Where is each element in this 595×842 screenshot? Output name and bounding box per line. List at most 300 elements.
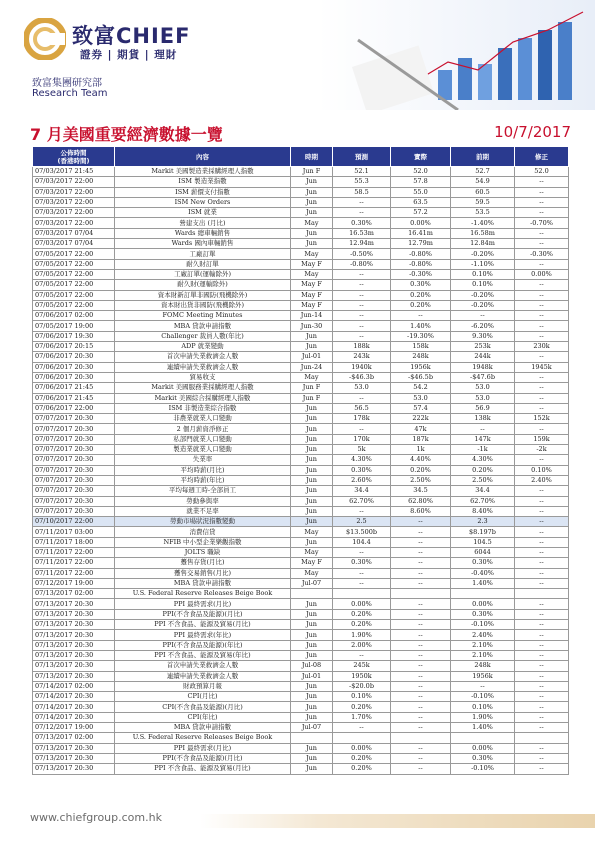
table-cell: -0.10% [451, 692, 515, 702]
table-cell: 07/05/2017 22:00 [33, 269, 115, 279]
table-cell [391, 589, 451, 599]
table-row [33, 445, 569, 455]
table-cell: 53.0 [333, 383, 391, 393]
table-cell: 9.30% [451, 331, 515, 341]
table-cell: 152k [515, 414, 569, 424]
table-row [33, 465, 569, 475]
col-previous-header: 前期 [451, 147, 515, 167]
table-cell: 1945k [515, 362, 569, 372]
table-cell: 07/14/2017 20:30 [33, 702, 115, 712]
table-cell: -- [333, 424, 391, 434]
table-cell: -- [515, 671, 569, 681]
table-cell: PPI 最終需求(月比) [115, 743, 291, 753]
table-cell: 07/13/2017 20:30 [33, 640, 115, 650]
table-cell: -- [515, 650, 569, 660]
table-cell: -- [515, 743, 569, 753]
table-cell: -- [515, 311, 569, 321]
table-row [33, 702, 569, 712]
table-body [33, 167, 569, 775]
table-cell: -$46.5b [391, 372, 451, 382]
table-row [33, 568, 569, 578]
col-release-time-header: 公佈時間 (香港時間) [33, 147, 115, 167]
table-cell: -0.20% [451, 300, 515, 310]
table-row [33, 167, 569, 177]
table-cell: MBA 貸款申請指數 [115, 723, 291, 733]
table-cell: Jun [291, 177, 333, 187]
table-row [33, 239, 569, 249]
department-english: Research Team [32, 88, 108, 99]
table-cell: 57.2 [391, 208, 451, 218]
table-cell: -- [333, 393, 391, 403]
table-cell: 52.0 [391, 167, 451, 177]
table-cell: 222k [391, 414, 451, 424]
table-cell: 耐久財(運輸除外) [115, 280, 291, 290]
table-cell: 工廠訂單 [115, 249, 291, 259]
table-cell: -0.80% [391, 249, 451, 259]
table-cell: 07/05/2017 19:00 [33, 321, 115, 331]
table-cell: Jun-24 [291, 362, 333, 372]
table-cell: 07/13/2017 20:30 [33, 630, 115, 640]
table-cell: -- [515, 321, 569, 331]
table-row [33, 486, 569, 496]
table-cell: 0.00% [451, 743, 515, 753]
table-cell: 07/03/2017 22:00 [33, 177, 115, 187]
table-cell: -$20.0b [333, 681, 391, 691]
table-cell [451, 589, 515, 599]
table-cell: -- [391, 650, 451, 660]
table-cell: 07/13/2017 20:30 [33, 753, 115, 763]
table-cell: PPI 最終需求(月比) [115, 599, 291, 609]
table-cell: -- [333, 650, 391, 660]
table-cell: 55.0 [391, 187, 451, 197]
table-row [33, 475, 569, 485]
table-row [33, 496, 569, 506]
table-cell: 52.0 [515, 167, 569, 177]
table-cell: 07/05/2017 22:00 [33, 300, 115, 310]
table-cell: 07/07/2017 20:30 [33, 445, 115, 455]
table-cell: U.S. Federal Reserve Releases Beige Book [115, 589, 291, 599]
table-cell: 07/07/2017 20:30 [33, 424, 115, 434]
table-cell: -- [515, 764, 569, 774]
report-date: 10/7/2017 [494, 123, 571, 141]
table-cell: Jun [291, 702, 333, 712]
table-cell: -- [391, 517, 451, 527]
table-cell: 07/06/2017 02:00 [33, 311, 115, 321]
table-cell: 16.41m [391, 228, 451, 238]
footer-url-link[interactable]: www.chiefgroup.com.hk [30, 811, 162, 824]
table-cell: -- [391, 547, 451, 557]
table-cell: 1950k [333, 671, 391, 681]
table-cell: ISM New Orders [115, 197, 291, 207]
table-cell: 07/14/2017 02:00 [33, 681, 115, 691]
table-cell: Jun [291, 506, 333, 516]
table-cell: 07/06/2017 20:30 [33, 352, 115, 362]
table-cell: -0.30% [391, 269, 451, 279]
table-cell: $13.500b [333, 527, 391, 537]
table-cell: -- [391, 743, 451, 753]
table-cell: 1956k [391, 362, 451, 372]
table-cell: -- [515, 692, 569, 702]
table-cell: $8.197b [451, 527, 515, 537]
table-cell: -- [333, 568, 391, 578]
table-cell: Jun [291, 445, 333, 455]
table-cell: 178k [333, 414, 391, 424]
table-cell: -- [451, 681, 515, 691]
table-row [33, 733, 569, 743]
table-row [33, 187, 569, 197]
table-cell: 55.3 [333, 177, 391, 187]
table-cell: -- [515, 661, 569, 671]
table-cell: -- [391, 671, 451, 681]
table-cell: Markit 美國製造業採購經理人指數 [115, 167, 291, 177]
col-actual-header: 實際 [391, 147, 451, 167]
table-cell: -0.80% [391, 259, 451, 269]
table-cell: JOLTS 職缺 [115, 547, 291, 557]
table-row [33, 424, 569, 434]
table-cell: 0.00% [515, 269, 569, 279]
table-cell: 188k [333, 342, 391, 352]
table-cell: Jun [291, 650, 333, 660]
table-cell: -1.10% [451, 259, 515, 269]
table-cell: -- [515, 372, 569, 382]
table-row [33, 681, 569, 691]
table-cell: 2.50% [451, 475, 515, 485]
table-cell: 首次申請失業救濟金人數 [115, 661, 291, 671]
table-cell: Jul-08 [291, 661, 333, 671]
table-cell: Markit 美國服務業採購經理人指數 [115, 383, 291, 393]
table-cell: 07/05/2017 22:00 [33, 290, 115, 300]
table-cell: 147k [451, 434, 515, 444]
table-cell: Jun [291, 455, 333, 465]
table-cell: PPI(不含食品及能源)(月比) [115, 753, 291, 763]
table-cell: 消費信貸 [115, 527, 291, 537]
table-cell: -- [515, 568, 569, 578]
table-cell: -- [515, 609, 569, 619]
table-cell: Jun [291, 743, 333, 753]
table-cell: 6044 [451, 547, 515, 557]
table-cell: 2.40% [451, 630, 515, 640]
table-cell: 07/07/2017 20:30 [33, 475, 115, 485]
table-cell: 平均時薪(月比) [115, 465, 291, 475]
table-cell: May [291, 218, 333, 228]
table-row [33, 517, 569, 527]
table-row [33, 300, 569, 310]
table-cell: Jun [291, 681, 333, 691]
table-cell: 07/03/2017 07/04 [33, 239, 115, 249]
table-cell: 53.5 [451, 208, 515, 218]
table-cell: -- [391, 311, 451, 321]
table-cell: 53.0 [451, 393, 515, 403]
table-cell: 07/11/2017 18:00 [33, 537, 115, 547]
table-cell: PPI(不含食品及能源)(年比) [115, 640, 291, 650]
table-row [33, 208, 569, 218]
table-cell: -- [333, 311, 391, 321]
table-cell: -- [515, 208, 569, 218]
table-row [33, 197, 569, 207]
table-row [33, 609, 569, 619]
department-chinese: 致富集團研究部 [32, 78, 102, 89]
table-cell: 54.9 [451, 177, 515, 187]
table-cell: -- [333, 506, 391, 516]
table-cell: Jun [291, 403, 333, 413]
table-cell: Jun-30 [291, 321, 333, 331]
page-title: 7 月美國重要經濟數據一覽 [30, 125, 223, 144]
table-cell: -- [515, 599, 569, 609]
economic-data-table [32, 146, 569, 775]
col-revised-header: 修正 [515, 147, 569, 167]
table-cell: -- [333, 547, 391, 557]
table-cell: -- [391, 558, 451, 568]
table-cell: -0.50% [333, 249, 391, 259]
table-row [33, 558, 569, 568]
table-cell: 07/06/2017 22:00 [33, 403, 115, 413]
table-cell: Jun [291, 517, 333, 527]
table-cell: 245k [333, 661, 391, 671]
table-cell: 0.00% [333, 743, 391, 753]
table-cell: Challenger 裁員人數(年比) [115, 331, 291, 341]
table-cell: 34.4 [333, 486, 391, 496]
table-row [33, 331, 569, 341]
table-cell: -- [515, 723, 569, 733]
table-cell: 工廠訂單(運輸除外) [115, 269, 291, 279]
table-cell: -- [515, 506, 569, 516]
table-cell: -- [515, 393, 569, 403]
table-cell: 1k [391, 445, 451, 455]
table-cell: -- [515, 331, 569, 341]
table-cell: -2k [515, 445, 569, 455]
table-cell: 營建支出 (月比) [115, 218, 291, 228]
table-cell: 5k [333, 445, 391, 455]
table-cell: 57.4 [391, 403, 451, 413]
table-cell: PPI 不含食品、能源及貿易(月比) [115, 620, 291, 630]
table-row [33, 661, 569, 671]
table-row [33, 599, 569, 609]
table-cell: 56.5 [333, 403, 391, 413]
table-row [33, 321, 569, 331]
table-cell: 16.53m [333, 228, 391, 238]
col-content-header: 內容 [115, 147, 291, 167]
table-cell: 158k [391, 342, 451, 352]
table-row [33, 372, 569, 382]
table-row [33, 537, 569, 547]
table-cell [291, 733, 333, 743]
table-cell: -- [515, 280, 569, 290]
table-cell: 253k [451, 342, 515, 352]
table-cell: 2.5 [333, 517, 391, 527]
table-cell: -0.20% [451, 249, 515, 259]
col-period-header: 時期 [291, 147, 333, 167]
table-cell: 07/14/2017 20:30 [33, 712, 115, 722]
table-cell: -0.40% [451, 568, 515, 578]
table-cell: 資本財新訂單非國防(飛機除外) [115, 290, 291, 300]
table-cell: Jul-01 [291, 352, 333, 362]
table-cell: Jun [291, 537, 333, 547]
table-row [33, 249, 569, 259]
table-cell: 07/13/2017 20:30 [33, 743, 115, 753]
brand-name: 致富CHIEF [72, 24, 191, 48]
table-cell: 0.10% [451, 269, 515, 279]
table-cell: 1940k [333, 362, 391, 372]
table-cell: 2.10% [451, 650, 515, 660]
table-cell: 52.1 [333, 167, 391, 177]
table-cell: Jun F [291, 383, 333, 393]
table-cell: 104.5 [451, 537, 515, 547]
table-cell: -- [333, 290, 391, 300]
table-cell: 躉售交易銷售(月比) [115, 568, 291, 578]
table-cell: 1.90% [333, 630, 391, 640]
table-cell: May F [291, 300, 333, 310]
table-cell: 0.30% [451, 558, 515, 568]
table-cell: 07/13/2017 20:30 [33, 764, 115, 774]
table-row [33, 177, 569, 187]
table-cell: 連續申請失業救濟金人數 [115, 362, 291, 372]
table-cell: -- [515, 383, 569, 393]
table-row [33, 311, 569, 321]
table-cell: 平均時薪(年比) [115, 475, 291, 485]
table-cell: 4.30% [333, 455, 391, 465]
table-cell: -- [451, 311, 515, 321]
table-cell: 1948k [451, 362, 515, 372]
col-forecast-header: 預測 [333, 147, 391, 167]
table-cell: PPI 不含食品、能源及貿易(月比) [115, 764, 291, 774]
table-cell: -- [391, 527, 451, 537]
table-cell: ADP 就業變動 [115, 342, 291, 352]
table-cell: -- [391, 692, 451, 702]
table-cell: 187k [391, 434, 451, 444]
table-cell: -- [515, 547, 569, 557]
table-cell: -- [515, 578, 569, 588]
table-cell: 53.0 [391, 393, 451, 403]
table-cell: 07/07/2017 20:30 [33, 506, 115, 516]
table-cell: 07/06/2017 21:45 [33, 383, 115, 393]
table-cell [391, 733, 451, 743]
table-cell: Jun [291, 620, 333, 630]
table-cell: MBA 貸款申請指數 [115, 578, 291, 588]
table-row [33, 671, 569, 681]
table-cell: 07/06/2017 20:30 [33, 372, 115, 382]
table-cell: 1.40% [451, 723, 515, 733]
table-cell: -- [515, 403, 569, 413]
table-cell: 私部門就業人口變動 [115, 434, 291, 444]
table-cell: May [291, 527, 333, 537]
table-cell: 07/13/2017 20:30 [33, 599, 115, 609]
table-cell: Jun [291, 692, 333, 702]
table-cell: 耐久財訂單 [115, 259, 291, 269]
table-cell: Jun [291, 414, 333, 424]
table-cell: 07/06/2017 21:45 [33, 393, 115, 403]
table-cell: 07/13/2017 20:30 [33, 671, 115, 681]
table-row [33, 743, 569, 753]
table-row [33, 269, 569, 279]
table-cell: ISM 就業 [115, 208, 291, 218]
table-cell: May F [291, 558, 333, 568]
table-cell: 1.40% [451, 578, 515, 588]
table-cell: 07/03/2017 07/04 [33, 228, 115, 238]
table-cell: -- [515, 352, 569, 362]
table-row [33, 692, 569, 702]
table-row [33, 723, 569, 733]
table-cell: PPI 不含食品、能源及貿易(年比) [115, 650, 291, 660]
table-cell: PPI(不含食品及能源)(月比) [115, 609, 291, 619]
table-cell: 07/13/2017 02:00 [33, 589, 115, 599]
table-cell: -- [333, 300, 391, 310]
table-cell: 1.90% [451, 712, 515, 722]
table-cell: -- [515, 187, 569, 197]
table-cell: NFIB 中小型企業樂觀指數 [115, 537, 291, 547]
table-cell: -- [515, 239, 569, 249]
table-cell: 243k [333, 352, 391, 362]
table-cell: -- [515, 517, 569, 527]
table-cell: 0.30% [391, 280, 451, 290]
table-row [33, 228, 569, 238]
table-cell: 60.5 [451, 187, 515, 197]
table-cell: 07/07/2017 20:30 [33, 434, 115, 444]
table-cell: 07/05/2017 22:00 [33, 280, 115, 290]
table-cell: -0.10% [451, 620, 515, 630]
table-cell: 1956k [451, 671, 515, 681]
table-cell: Jun [291, 187, 333, 197]
table-cell: 0.20% [333, 764, 391, 774]
table-row [33, 640, 569, 650]
table-cell: Jun F [291, 393, 333, 403]
table-row [33, 259, 569, 269]
table-cell: May F [291, 259, 333, 269]
table-cell: 07/05/2017 22:00 [33, 249, 115, 259]
table-row [33, 578, 569, 588]
table-cell: 07/06/2017 20:30 [33, 362, 115, 372]
table-cell: 0.00% [451, 599, 515, 609]
table-cell: 138k [451, 414, 515, 424]
table-cell: 0.10% [451, 702, 515, 712]
table-row [33, 403, 569, 413]
table-cell: 54.2 [391, 383, 451, 393]
table-cell: Jun [291, 228, 333, 238]
table-cell: Jun [291, 496, 333, 506]
table-cell: CPI(月比) [115, 692, 291, 702]
table-cell: Jun [291, 764, 333, 774]
table-cell: May [291, 547, 333, 557]
table-cell: 0.20% [391, 465, 451, 475]
table-cell: 4.40% [391, 455, 451, 465]
brand-tagline: 證券 | 期貨 | 理財 [80, 49, 178, 61]
table-cell: ISM 非製造業綜合指數 [115, 403, 291, 413]
table-cell: 2.50% [391, 475, 451, 485]
table-cell: -- [391, 630, 451, 640]
table-cell: -- [515, 702, 569, 712]
table-cell: -- [333, 208, 391, 218]
table-cell: -19.30% [391, 331, 451, 341]
table-cell: Jun [291, 753, 333, 763]
table-cell: -- [515, 197, 569, 207]
table-cell: 2.10% [451, 640, 515, 650]
table-cell: CPI(年比) [115, 712, 291, 722]
table-cell [333, 589, 391, 599]
table-cell: 財政預算月報 [115, 681, 291, 691]
table-cell: 0.10% [451, 280, 515, 290]
table-cell: -- [515, 496, 569, 506]
table-cell: -6.20% [451, 321, 515, 331]
table-cell: Jul-07 [291, 723, 333, 733]
table-cell: -$47.6b [451, 372, 515, 382]
table-cell: 34.4 [451, 486, 515, 496]
table-cell: 52.7 [451, 167, 515, 177]
table-cell: 07/10/2017 22:00 [33, 517, 115, 527]
table-cell: 0.20% [451, 465, 515, 475]
table-cell: Markit 美國綜合採購經理人指數 [115, 393, 291, 403]
table-cell: 0.20% [333, 609, 391, 619]
table-cell: 07/07/2017 20:30 [33, 414, 115, 424]
table-cell: -- [391, 681, 451, 691]
